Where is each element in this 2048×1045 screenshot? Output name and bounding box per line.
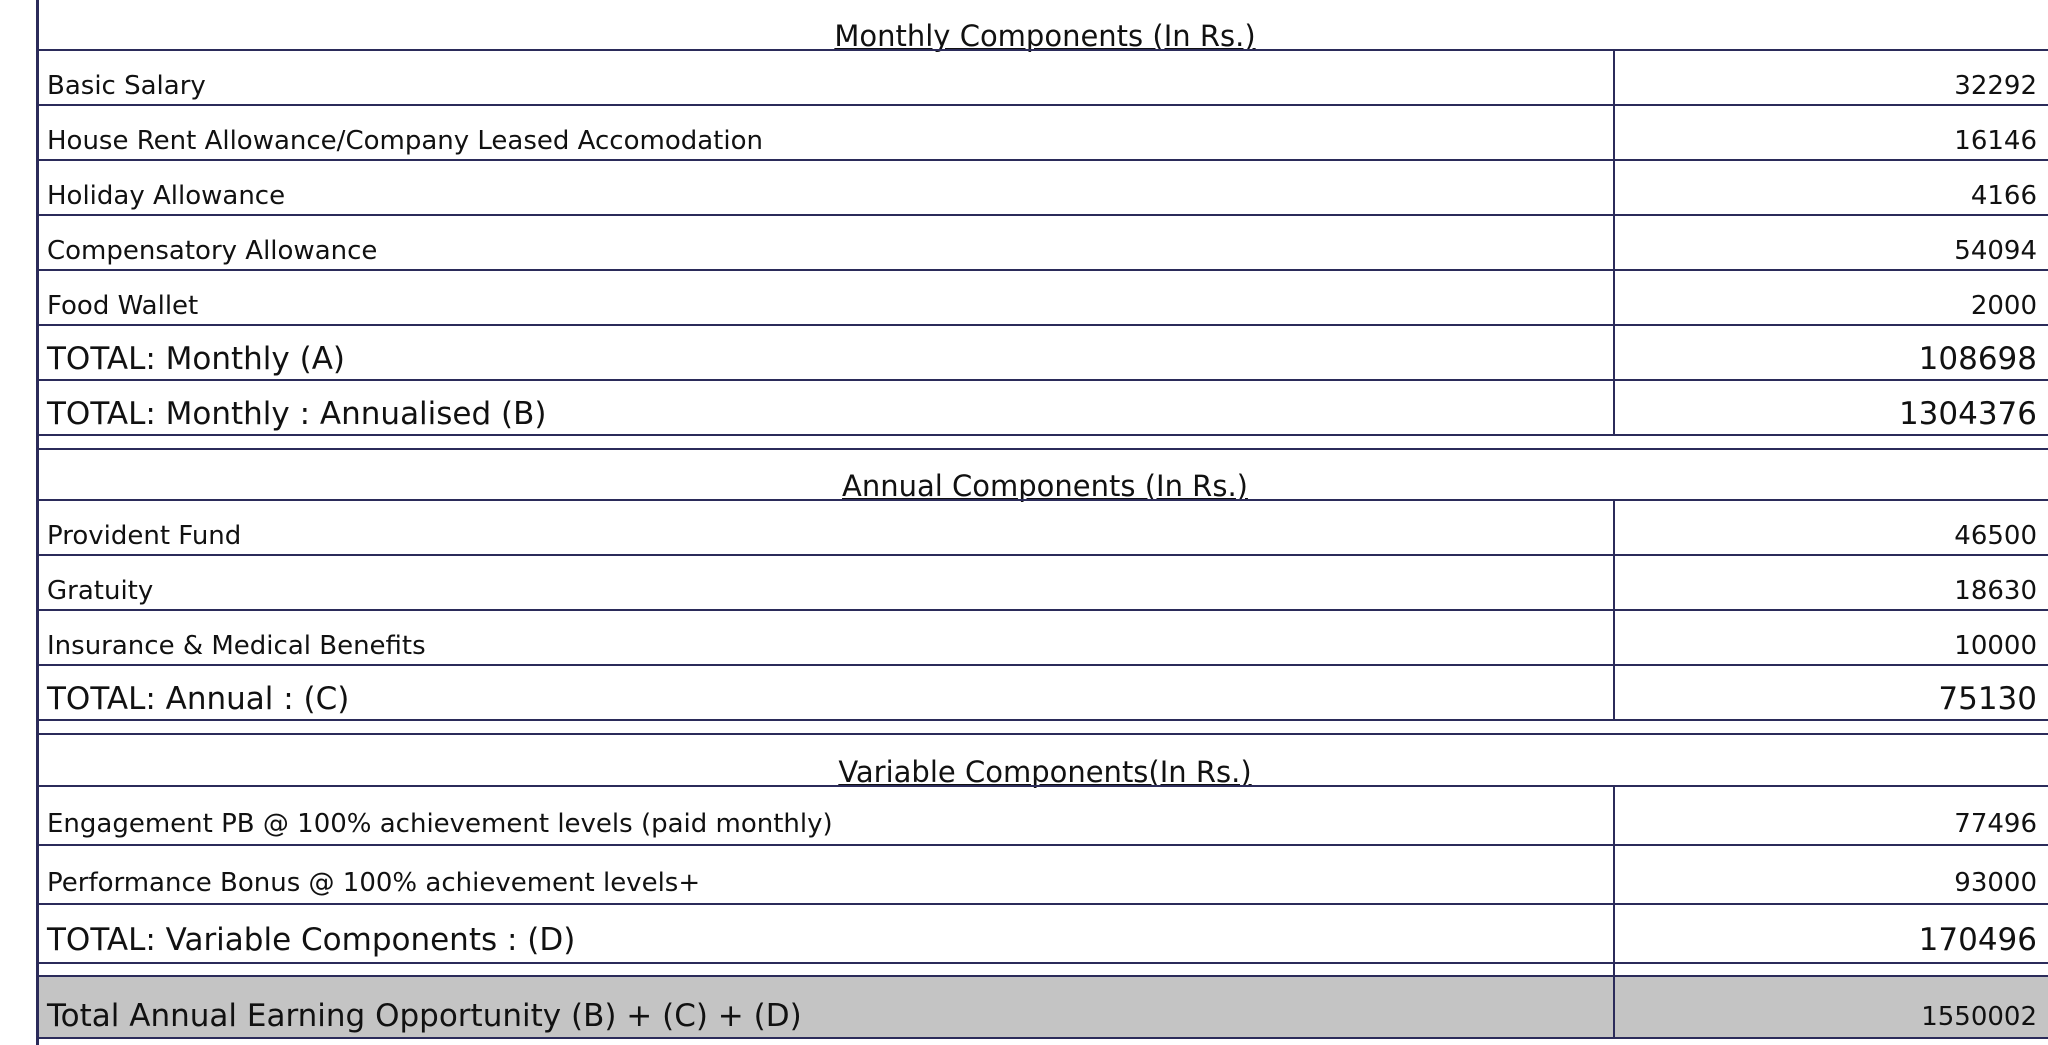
row-value: 54094	[1954, 236, 2037, 266]
total-value: 108698	[1918, 341, 2037, 377]
row-value: 18630	[1954, 576, 2037, 606]
table-row	[39, 787, 2048, 843]
total-value: 170496	[1918, 922, 2037, 958]
divider	[39, 975, 2048, 977]
table-row	[39, 611, 2048, 665]
total-label: TOTAL: Monthly : Annualised (B)	[47, 396, 547, 432]
table-row	[39, 846, 2048, 902]
total-row	[39, 326, 2048, 380]
column-divider	[1613, 975, 1615, 1037]
grand-total-value: 1550002	[1921, 1002, 2037, 1032]
divider	[39, 733, 2048, 735]
total-label: TOTAL: Monthly (A)	[47, 341, 346, 377]
variable-section-title: Variable Components(In Rs.)	[838, 755, 1252, 789]
monthly-section-title: Monthly Components (In Rs.)	[834, 19, 1256, 53]
salary-breakup-table	[36, 0, 2048, 1045]
annual-section-title: Annual Components (In Rs.)	[842, 469, 1248, 503]
row-label: House Rent Allowance/Company Leased Accomodation	[47, 126, 763, 156]
row-value: 16146	[1954, 126, 2037, 156]
row-value: 32292	[1954, 71, 2037, 101]
total-row	[39, 666, 2048, 720]
divider	[39, 434, 2048, 436]
table-row	[39, 501, 2048, 555]
table-row	[39, 51, 2048, 105]
total-value: 75130	[1938, 681, 2037, 717]
row-value: 2000	[1970, 291, 2037, 321]
table-row	[39, 106, 2048, 160]
table-row	[39, 161, 2048, 215]
row-label: Insurance & Medical Benefits	[47, 631, 426, 661]
table-row	[39, 271, 2048, 325]
row-label: Performance Bonus @ 100% achievement levels+	[47, 868, 701, 898]
total-row	[39, 381, 2048, 435]
row-value: 4166	[1970, 181, 2037, 211]
total-label: TOTAL: Annual : (C)	[47, 681, 350, 717]
row-label: Engagement PB @ 100% achievement levels (paid monthly)	[47, 809, 833, 839]
row-label: Holiday Allowance	[47, 181, 286, 211]
divider	[39, 448, 2048, 450]
divider	[39, 962, 2048, 964]
grand-total-label: Total Annual Earning Opportunity (B) + (C) + (D)	[47, 998, 802, 1034]
row-label: Gratuity	[47, 576, 154, 606]
table-row	[39, 556, 2048, 610]
row-label: Food Wallet	[47, 291, 199, 321]
total-row	[39, 905, 2048, 961]
row-value: 93000	[1954, 868, 2037, 898]
row-label: Compensatory Allowance	[47, 236, 378, 266]
row-label: Provident Fund	[47, 521, 242, 551]
row-value: 46500	[1954, 521, 2037, 551]
row-value: 10000	[1954, 631, 2037, 661]
total-label: TOTAL: Variable Components : (D)	[47, 922, 576, 958]
total-value: 1304376	[1898, 396, 2037, 432]
grand-total-row	[39, 977, 2048, 1037]
row-label: Basic Salary	[47, 71, 206, 101]
divider	[39, 719, 2048, 721]
table-row	[39, 216, 2048, 270]
divider	[39, 1037, 2048, 1039]
row-value: 77496	[1954, 809, 2037, 839]
